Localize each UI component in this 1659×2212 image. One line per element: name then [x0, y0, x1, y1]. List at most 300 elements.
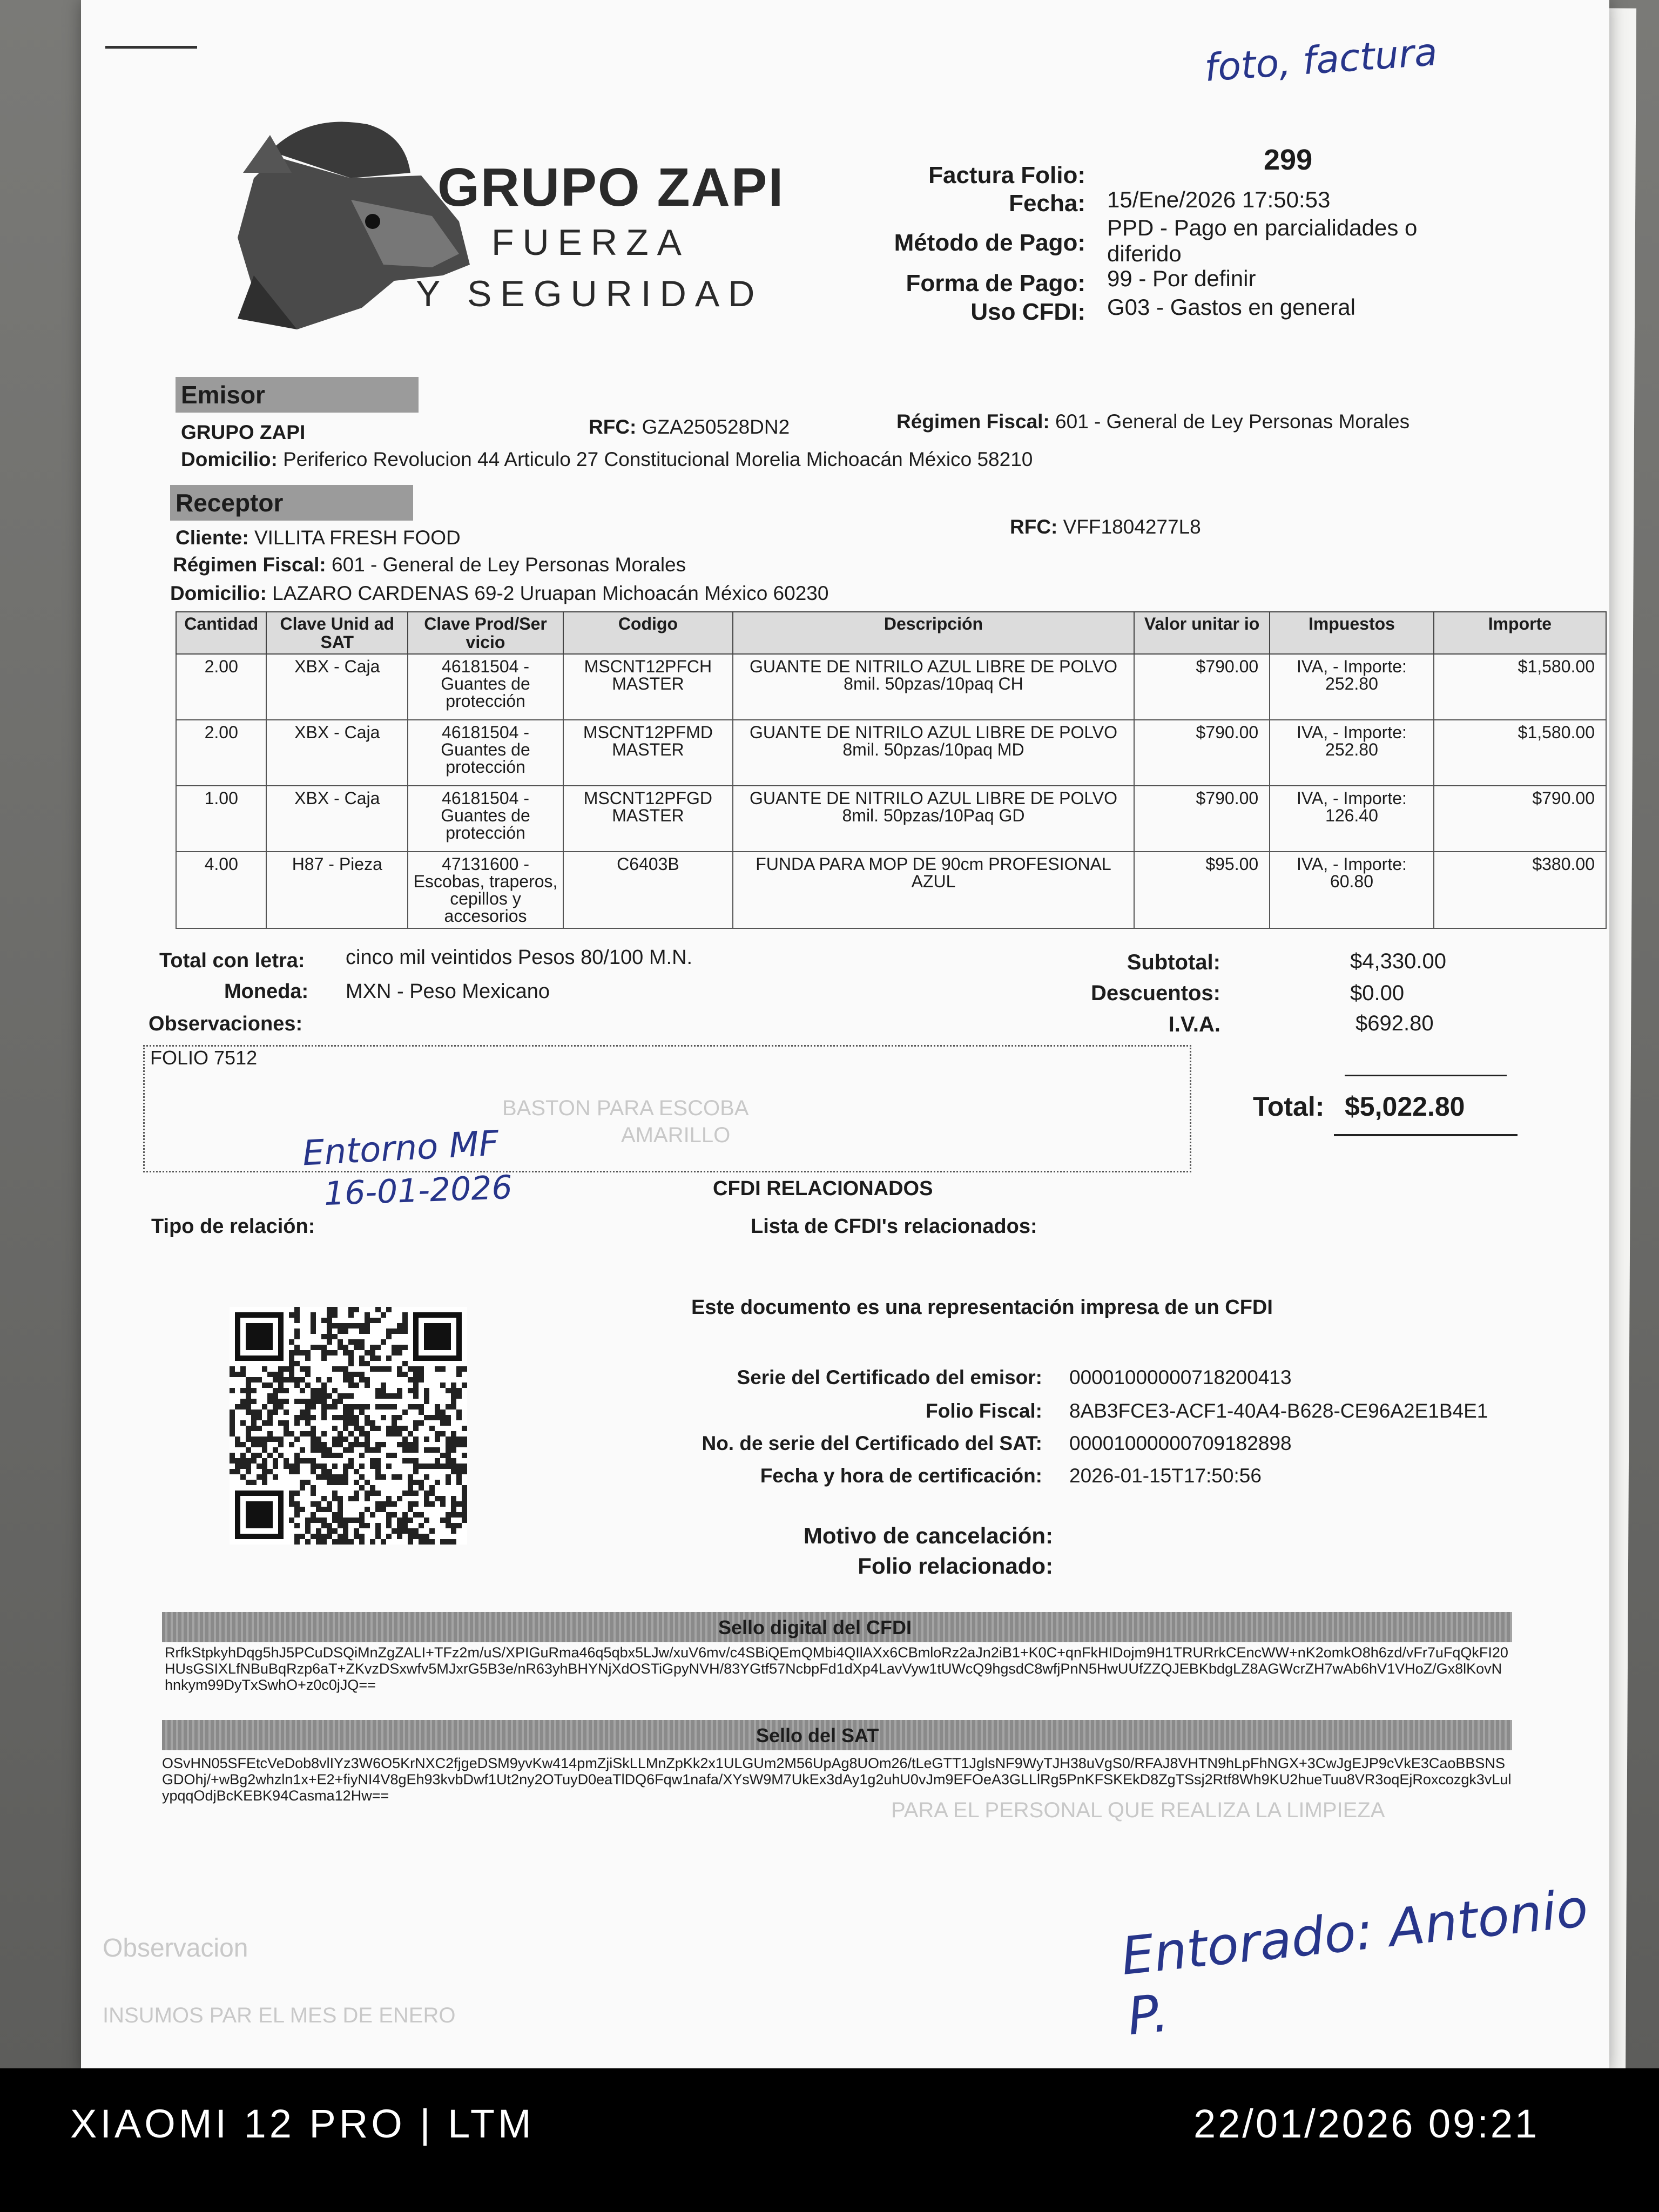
- qr-module: [429, 1539, 435, 1545]
- qr-module: [230, 1469, 235, 1474]
- representation-note: Este documento es una representación impresa de un CFDI: [691, 1296, 1273, 1319]
- qr-module: [284, 1399, 289, 1404]
- qr-module: [446, 1404, 451, 1410]
- qr-module: [354, 1426, 359, 1431]
- qr-module: [338, 1431, 343, 1437]
- qr-module: [365, 1323, 370, 1328]
- cell-importe: $1,580.00: [1434, 720, 1606, 786]
- qr-module: [348, 1393, 354, 1399]
- qr-module: [327, 1377, 332, 1382]
- qr-module: [343, 1464, 348, 1469]
- qr-module: [446, 1447, 451, 1453]
- qr-module: [284, 1458, 289, 1464]
- qr-module: [240, 1399, 246, 1404]
- qr-module: [424, 1447, 429, 1453]
- qr-module: [419, 1485, 424, 1491]
- qr-module: [354, 1323, 359, 1328]
- qr-module: [424, 1399, 429, 1404]
- qr-module: [343, 1345, 348, 1350]
- qr-module: [267, 1372, 273, 1377]
- qr-module: [251, 1399, 257, 1404]
- qr-module: [435, 1415, 440, 1420]
- qr-module: [365, 1447, 370, 1453]
- qr-module: [397, 1474, 402, 1480]
- qr-module: [311, 1345, 316, 1350]
- qr-module: [284, 1377, 289, 1382]
- qr-module: [251, 1453, 257, 1458]
- qr-module: [332, 1496, 338, 1501]
- qr-module: [429, 1415, 435, 1420]
- qr-module: [300, 1377, 305, 1382]
- qr-module: [343, 1447, 348, 1453]
- qr-module: [230, 1453, 235, 1458]
- qr-module: [451, 1512, 456, 1518]
- qr-module: [397, 1534, 402, 1539]
- qr-module: [429, 1528, 435, 1534]
- qr-module: [284, 1431, 289, 1437]
- folio-fiscal-value: 8AB3FCE3-ACF1-40A4-B628-CE96A2E1B4E1: [1069, 1400, 1488, 1422]
- qr-module: [381, 1507, 386, 1512]
- col-header: Descripción: [733, 612, 1134, 654]
- qr-module: [348, 1496, 354, 1501]
- qr-module: [381, 1382, 386, 1388]
- qr-module: [311, 1404, 316, 1410]
- qr-module: [429, 1501, 435, 1507]
- qr-module: [354, 1420, 359, 1426]
- qr-module: [348, 1415, 354, 1420]
- qr-module: [343, 1469, 348, 1474]
- qr-module: [343, 1420, 348, 1426]
- qr-module: [311, 1323, 316, 1328]
- qr-module: [397, 1431, 402, 1437]
- qr-module: [305, 1404, 311, 1410]
- qr-module: [294, 1361, 300, 1366]
- qr-module: [327, 1339, 332, 1345]
- qr-module: [397, 1323, 402, 1328]
- qr-module: [332, 1388, 338, 1393]
- qr-module: [365, 1415, 370, 1420]
- qr-module: [251, 1426, 257, 1431]
- qr-module: [375, 1464, 381, 1469]
- qr-module: [262, 1464, 267, 1469]
- qr-module: [235, 1464, 240, 1469]
- qr-module: [338, 1442, 343, 1447]
- qr-module: [446, 1539, 451, 1545]
- qr-module: [316, 1437, 321, 1442]
- observaciones-label: Observaciones:: [149, 1013, 303, 1035]
- cell-codigo: MSCNT12PFMD MASTER: [563, 720, 733, 786]
- camera-device-watermark: XIAOMI 12 PRO | LTM: [70, 2101, 535, 2146]
- qr-module: [359, 1328, 365, 1334]
- qr-module: [402, 1345, 408, 1350]
- qr-module: [257, 1442, 262, 1447]
- sello-sat-text: OSvHN05SFEtcVeDob8vlIYz3W6O5KrNXC2fjgeDSM9yvKw414pmZjiSkLLMnZpKk2x1ULGUm2M56UpAg8UOm26/tLeGTT1JglsNF9WyTJH38uVgS0/RFAJ8VHTN9hLpFhNGX+3CwJgEJP9cVkE3CaoBBSNSGDOhj/+wBg2whzln1x+E2+fiyNI4V8gEh93kvbDwf1Ut2ny2OTuyD0eaTlDQ6Fqw1nafa/XYsW9M7UkEx3dAy1g2uhU0vJm9EFOeA3GLLlRg5PnKFSKEkD8ZgTSsj2Rtf8Wh9KU2hueTuu8VR3oqEjRoxcozgk3vLulypqqOdjBcKEBK94Casma12Hw==: [162, 1755, 1512, 1804]
- qr-module: [251, 1437, 257, 1442]
- qr-module: [359, 1523, 365, 1528]
- ghost-text: PARA EL PERSONAL QUE REALIZA LA LIMPIEZA: [891, 1798, 1385, 1822]
- qr-module: [397, 1523, 402, 1528]
- qr-module: [348, 1382, 354, 1388]
- receptor-domicilio: LAZARO CARDENAS 69-2 Uruapan Michoacán México 60230: [272, 582, 829, 604]
- metodo-label: Método de Pago:: [894, 230, 1085, 256]
- observaciones-value: FOLIO 7512: [150, 1047, 258, 1069]
- qr-module: [294, 1534, 300, 1539]
- serie-emisor-label: Serie del Certificado del emisor:: [737, 1366, 1042, 1388]
- qr-module: [316, 1518, 321, 1523]
- cell-clave-prod: 46181504 - Guantes de protección: [408, 654, 563, 720]
- iva-value: $692.80: [1355, 1011, 1434, 1035]
- serie-sat-value: 00001000000709182898: [1069, 1432, 1292, 1454]
- divider: [1334, 1134, 1518, 1136]
- qr-module: [338, 1339, 343, 1345]
- qr-module: [246, 1393, 251, 1399]
- qr-module: [375, 1458, 381, 1464]
- fecha-value: 15/Ene/2026 17:50:53: [1107, 187, 1331, 212]
- qr-module: [332, 1474, 338, 1480]
- qr-module: [408, 1518, 413, 1523]
- qr-module: [375, 1528, 381, 1534]
- qr-module: [311, 1464, 316, 1469]
- qr-module: [413, 1534, 419, 1539]
- qr-module: [375, 1469, 381, 1474]
- qr-module: [262, 1480, 267, 1485]
- qr-module: [446, 1474, 451, 1480]
- qr-module: [327, 1528, 332, 1534]
- qr-module: [332, 1323, 338, 1328]
- qr-module: [440, 1431, 446, 1437]
- qr-module: [419, 1464, 424, 1469]
- qr-module: [338, 1496, 343, 1501]
- qr-module: [354, 1345, 359, 1350]
- qr-module: [262, 1382, 267, 1388]
- qr-module: [284, 1366, 289, 1372]
- qr-module: [419, 1410, 424, 1415]
- qr-module: [338, 1512, 343, 1518]
- qr-module: [343, 1426, 348, 1431]
- qr-module: [402, 1437, 408, 1442]
- qr-module: [354, 1415, 359, 1420]
- qr-module: [462, 1469, 467, 1474]
- qr-module: [354, 1372, 359, 1377]
- qr-module: [354, 1307, 359, 1312]
- qr-module: [343, 1518, 348, 1523]
- emisor-rfc: GZA250528DN2: [642, 416, 790, 438]
- qr-module: [240, 1388, 246, 1393]
- qr-module: [386, 1404, 392, 1410]
- qr-code-icon: [230, 1307, 467, 1545]
- qr-module: [300, 1485, 305, 1491]
- qr-module: [446, 1480, 451, 1485]
- qr-module: [321, 1415, 327, 1420]
- qr-module: [327, 1404, 332, 1410]
- qr-module: [246, 1464, 251, 1469]
- qr-module: [424, 1388, 429, 1393]
- qr-module: [419, 1539, 424, 1545]
- qr-module: [289, 1339, 294, 1345]
- qr-module: [370, 1420, 375, 1426]
- qr-module: [435, 1458, 440, 1464]
- qr-module: [440, 1453, 446, 1458]
- qr-module: [413, 1382, 419, 1388]
- qr-module: [375, 1534, 381, 1539]
- qr-module: [424, 1491, 429, 1496]
- qr-module: [343, 1534, 348, 1539]
- qr-module: [375, 1366, 381, 1372]
- qr-module: [300, 1350, 305, 1355]
- qr-module: [311, 1431, 316, 1437]
- qr-module: [343, 1539, 348, 1545]
- qr-module: [354, 1496, 359, 1501]
- qr-module: [338, 1328, 343, 1334]
- qr-module: [424, 1393, 429, 1399]
- qr-module: [456, 1372, 462, 1377]
- qr-module: [311, 1328, 316, 1334]
- qr-module: [230, 1410, 235, 1415]
- qr-module: [392, 1453, 397, 1458]
- qr-module: [332, 1399, 338, 1404]
- qr-module: [246, 1377, 251, 1382]
- qr-module: [354, 1404, 359, 1410]
- qr-module: [321, 1507, 327, 1512]
- serie-sat-label: No. de serie del Certificado del SAT:: [702, 1432, 1042, 1454]
- qr-module: [408, 1491, 413, 1496]
- qr-module: [359, 1404, 365, 1410]
- qr-module: [343, 1410, 348, 1415]
- qr-module: [311, 1437, 316, 1442]
- qr-module: [386, 1534, 392, 1539]
- qr-module: [294, 1382, 300, 1388]
- col-header: Clave Unid ad SAT: [266, 612, 408, 654]
- qr-module: [451, 1388, 456, 1393]
- qr-module: [451, 1399, 456, 1404]
- qr-module: [408, 1366, 413, 1372]
- qr-module: [386, 1431, 392, 1437]
- qr-module: [348, 1350, 354, 1355]
- col-header: Importe: [1434, 612, 1606, 654]
- qr-module: [446, 1420, 451, 1426]
- qr-module: [397, 1426, 402, 1431]
- qr-module: [262, 1447, 267, 1453]
- ghost-text: Observacion: [103, 1934, 248, 1963]
- qr-module: [413, 1372, 419, 1377]
- qr-module: [402, 1328, 408, 1334]
- qr-module: [316, 1528, 321, 1534]
- qr-module: [392, 1528, 397, 1534]
- qr-module: [305, 1382, 311, 1388]
- qr-module: [246, 1426, 251, 1431]
- qr-module: [257, 1377, 262, 1382]
- qr-module: [435, 1447, 440, 1453]
- qr-module: [413, 1420, 419, 1426]
- qr-module: [348, 1539, 354, 1545]
- emisor-domicilio-label: Domicilio:: [181, 448, 278, 470]
- qr-module: [294, 1491, 300, 1496]
- qr-module: [354, 1491, 359, 1496]
- qr-module: [402, 1528, 408, 1534]
- sello-cfdi-bar: [162, 1612, 1512, 1642]
- table-row: [176, 654, 1606, 720]
- qr-module: [413, 1501, 419, 1507]
- qr-module: [267, 1431, 273, 1437]
- qr-module: [230, 1426, 235, 1431]
- qr-module: [359, 1426, 365, 1431]
- qr-module: [359, 1539, 365, 1545]
- qr-module: [413, 1426, 419, 1431]
- qr-module: [413, 1442, 419, 1447]
- letra-value: cinco mil veintidos Pesos 80/100 M.N.: [346, 946, 693, 969]
- qr-module: [435, 1410, 440, 1415]
- qr-module: [354, 1480, 359, 1485]
- qr-module: [230, 1388, 235, 1393]
- col-header: Cantidad: [176, 612, 266, 654]
- qr-module: [440, 1410, 446, 1415]
- qr-module: [386, 1453, 392, 1458]
- pen-stroke: [105, 46, 197, 49]
- qr-module: [332, 1312, 338, 1318]
- total-label: Total:: [1253, 1091, 1325, 1122]
- qr-module: [365, 1442, 370, 1447]
- qr-module: [316, 1447, 321, 1453]
- qr-module: [446, 1512, 451, 1518]
- qr-module: [246, 1410, 251, 1415]
- qr-module: [305, 1399, 311, 1404]
- qr-module: [321, 1447, 327, 1453]
- qr-module: [273, 1372, 278, 1377]
- qr-module: [370, 1491, 375, 1496]
- qr-module: [440, 1501, 446, 1507]
- qr-module: [424, 1496, 429, 1501]
- qr-module: [359, 1323, 365, 1328]
- divider: [1345, 1075, 1507, 1076]
- qr-module: [321, 1399, 327, 1404]
- observaciones-box: [143, 1045, 1191, 1172]
- qr-module: [408, 1377, 413, 1382]
- qr-module: [413, 1393, 419, 1399]
- qr-module: [311, 1399, 316, 1404]
- qr-module: [305, 1518, 311, 1523]
- qr-module: [375, 1523, 381, 1528]
- qr-module: [278, 1399, 284, 1404]
- qr-module: [370, 1366, 375, 1372]
- qr-module: [359, 1377, 365, 1382]
- qr-module: [305, 1528, 311, 1534]
- qr-module: [451, 1458, 456, 1464]
- qr-module: [327, 1328, 332, 1334]
- qr-module: [321, 1334, 327, 1339]
- qr-module: [456, 1469, 462, 1474]
- qr-module: [311, 1426, 316, 1431]
- qr-module: [381, 1366, 386, 1372]
- qr-module: [462, 1382, 467, 1388]
- qr-module: [348, 1442, 354, 1447]
- qr-module: [375, 1307, 381, 1312]
- qr-module: [327, 1474, 332, 1480]
- qr-module: [402, 1442, 408, 1447]
- cell-clave-prod: 46181504 - Guantes de protección: [408, 786, 563, 852]
- qr-module: [289, 1431, 294, 1437]
- qr-module: [246, 1469, 251, 1474]
- qr-module: [348, 1339, 354, 1345]
- qr-module: [440, 1420, 446, 1426]
- qr-module: [294, 1399, 300, 1404]
- qr-module: [289, 1312, 294, 1318]
- qr-module: [311, 1415, 316, 1420]
- qr-module: [386, 1496, 392, 1501]
- qr-module: [327, 1507, 332, 1512]
- qr-module: [338, 1393, 343, 1399]
- receptor-heading: Receptor: [170, 485, 413, 521]
- qr-module: [402, 1512, 408, 1518]
- qr-module: [370, 1318, 375, 1323]
- cell-cantidad: 2.00: [176, 720, 266, 786]
- qr-module: [386, 1426, 392, 1431]
- qr-module: [359, 1534, 365, 1539]
- receptor-regimen: 601 - General de Ley Personas Morales: [332, 554, 686, 576]
- qr-module: [402, 1426, 408, 1431]
- qr-module: [359, 1339, 365, 1345]
- qr-module: [456, 1474, 462, 1480]
- qr-module: [311, 1458, 316, 1464]
- qr-module: [348, 1518, 354, 1523]
- qr-module: [305, 1458, 311, 1464]
- qr-module: [392, 1393, 397, 1399]
- qr-module: [262, 1404, 267, 1410]
- qr-module: [294, 1334, 300, 1339]
- qr-module: [381, 1388, 386, 1393]
- qr-module: [300, 1399, 305, 1404]
- qr-module: [462, 1491, 467, 1496]
- qr-module: [273, 1404, 278, 1410]
- qr-module: [321, 1539, 327, 1545]
- qr-module: [451, 1442, 456, 1447]
- qr-module: [365, 1523, 370, 1528]
- qr-module: [397, 1350, 402, 1355]
- qr-module: [338, 1453, 343, 1458]
- qr-module: [332, 1366, 338, 1372]
- qr-module: [235, 1372, 240, 1377]
- qr-module: [321, 1518, 327, 1523]
- qr-module: [381, 1312, 386, 1318]
- qr-module: [365, 1491, 370, 1496]
- qr-module: [419, 1372, 424, 1377]
- qr-module: [327, 1318, 332, 1323]
- qr-module: [365, 1350, 370, 1355]
- qr-module: [451, 1539, 456, 1545]
- qr-module: [316, 1464, 321, 1469]
- cell-valor: $790.00: [1134, 720, 1270, 786]
- col-header: Valor unitar io: [1134, 612, 1270, 654]
- qr-module: [375, 1507, 381, 1512]
- folio-label: Factura Folio:: [928, 162, 1085, 188]
- qr-module: [240, 1458, 246, 1464]
- qr-module: [392, 1415, 397, 1420]
- receptor-rfc-label: RFC:: [1010, 516, 1058, 538]
- qr-module: [321, 1431, 327, 1437]
- qr-module: [359, 1485, 365, 1491]
- qr-module: [332, 1528, 338, 1534]
- qr-module: [375, 1474, 381, 1480]
- qr-module: [451, 1382, 456, 1388]
- qr-module: [365, 1312, 370, 1318]
- qr-module: [408, 1539, 413, 1545]
- qr-module: [343, 1366, 348, 1372]
- qr-module: [408, 1447, 413, 1453]
- qr-module: [413, 1388, 419, 1393]
- qr-module: [251, 1388, 257, 1393]
- qr-module: [365, 1507, 370, 1512]
- qr-module: [321, 1523, 327, 1528]
- cell-importe: $380.00: [1434, 852, 1606, 928]
